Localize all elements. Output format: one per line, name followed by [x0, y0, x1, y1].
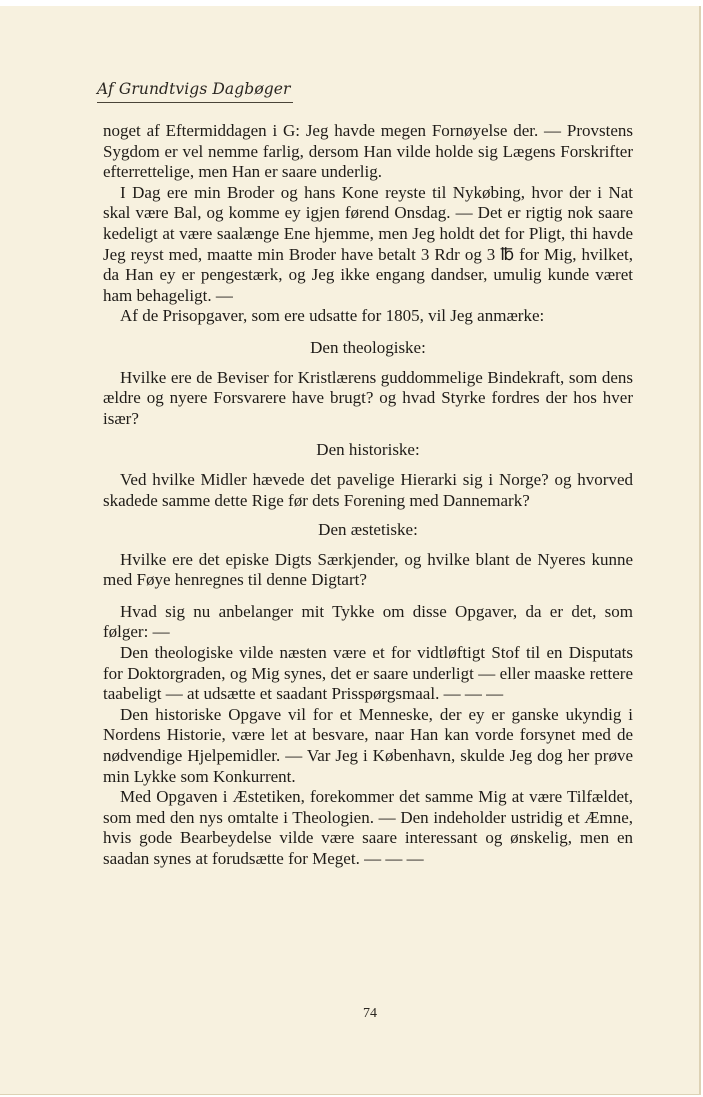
paragraph: I Dag ere min Broder og hans Kone reyste til Nykøbing, hvor der i Nat skal være Bal, og komme ey igjen førend Onsdag. — Det er rigtig nok saare kedeligt at være saalænge Ene hjemme, men Jeg holdt det for Pligt, thi havde Jeg reyst med, maatte min Broder have betalt 3 Rdr og 3 ℔ for Mig, hvilket, da Han ey er pengestærk, og Jeg ikke engang dandser, umulig kunde været ham behageligt. —	[103, 182, 633, 305]
book-page	[0, 6, 701, 1095]
paragraph: Den theologiske vilde næsten være et for vidtløftigt Stof til en Disputats for Doktorgraden, og Mig synes, det er saare underligt — eller maaske rettere taabeligt — at udsætte et saadant Prisspørgsmaal. — — —	[103, 643, 633, 704]
section-heading: Den theologiske:	[310, 337, 426, 357]
paragraph: noget af Eftermiddagen i G: Jeg havde megen Fornøyelse der. — Provstens Sygdom er vel nemme farlig, dersom Han vilde holde sig Lægens Forskrifter efterrettelige, men Han er saare underlig.	[103, 121, 633, 182]
running-head-rule	[97, 102, 293, 103]
paragraph: Med Opgaven i Æstetiken, forekommer det samme Mig at være Tilfældet, som med den nys omtalte i Theologien. — Den indeholder ustridig et Æmne, hvis gode Bearbeydelse vilde være saare interessant og ønskelig, men en saadan synes at forudsætte for Meget. — — —	[103, 787, 633, 868]
paragraph: Ved hvilke Midler hævede det pavelige Hierarki sig i Norge? og hvorved skadede samme dette Rige før dets Forening med Dannemark?	[103, 469, 633, 510]
body-text	[103, 121, 633, 870]
running-head: Af Grundtvigs Dagbøger	[97, 80, 291, 98]
section-heading: Den historiske:	[316, 440, 420, 460]
section-heading: Den æstetiske:	[318, 520, 418, 540]
page-number: 74	[363, 1006, 377, 1021]
paragraph: Hvad sig nu anbelanger mit Tykke om disse Opgaver, da er det, som følger: —	[103, 601, 633, 642]
paragraph: Af de Prisopgaver, som ere udsatte for 1805, vil Jeg anmærke:	[120, 306, 545, 326]
paragraph: Hvilke ere det episke Digts Særkjender, og hvilke blant de Nyeres kunne med Føye henregnes til denne Digtart?	[103, 549, 633, 590]
paragraph: Hvilke ere de Beviser for Kristlærens guddommelige Bindekraft, som dens ældre og nyere Forsvarere have brugt? og hvad Styrke fordres der hos hver især?	[103, 367, 633, 428]
paragraph: Den historiske Opgave vil for et Menneske, der ey er ganske ukyndig i Nordens Historie, være let at besvare, naar Han kan vorde forsynet med de nødvendige Hjelpemidler. — Var Jeg i København, skulde Jeg dog her prøve min Lykke som Konkurrent.	[103, 704, 633, 786]
